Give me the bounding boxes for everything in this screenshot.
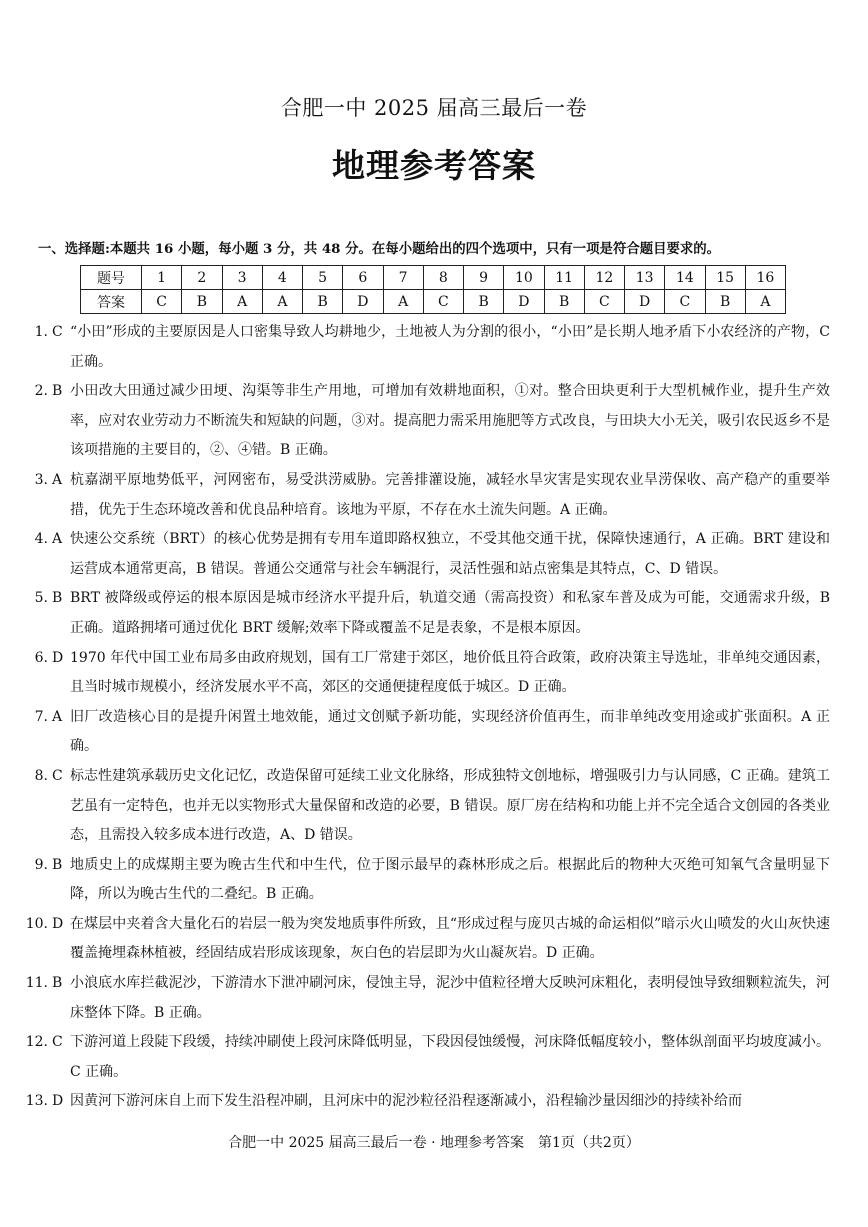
explanation-lead bbox=[20, 584, 70, 614]
explanation-lead bbox=[20, 969, 70, 999]
explanation-text: “小田”形成的主要原因是人口密集导致人均耕地少，土地被人为分割的很小，“小田”是长期人地矛盾下小农经济的产物，C 正确。 bbox=[70, 324, 830, 370]
explanation-text: 旧厂改造核心目的是提升闲置土地效能，通过文创赋予新功能，实现经济价值再生，而非单纯改变用途或扩张面积。A 正确。 bbox=[70, 708, 830, 755]
question-number-cell: 12 bbox=[584, 266, 624, 290]
answer-table-answer-row bbox=[81, 290, 786, 314]
question-number-cell: 6 bbox=[343, 266, 383, 290]
question-number-cell: 4 bbox=[262, 266, 302, 290]
explanation-lead bbox=[20, 318, 70, 348]
explanation-text: 小田改大田通过减少田埂、沟渠等非生产用地，可增加有效耕地面积，①对。整合田块更利于大型机械作业，提升生产效率，应对农业劳动力不断流失和短缺的问题，③对。提高肥力需采用施肥等方式改良，与田块大小无关，吸引农民返乡不是该项措施的主要目的，②、④错。B 正确。 bbox=[70, 383, 830, 459]
explanation-text: BRT 被降级或停运的根本原因是城市经济水平提升后，轨道交通（需高投资）和私家车普及成为可能，交通需求升级，B 正确。道路拥堵可通过优化 BRT 缓解;效率下降或覆盖不足是表象，不是根本原因。 bbox=[70, 590, 830, 636]
answer-cell: C bbox=[142, 290, 182, 314]
explanation-item bbox=[25, 1028, 830, 1087]
explanation-lead bbox=[20, 377, 70, 407]
question-number-cell: 14 bbox=[665, 266, 705, 290]
question-number: 11. bbox=[25, 975, 48, 992]
explanation-lead bbox=[20, 703, 70, 733]
explanation-lead bbox=[20, 762, 70, 792]
explanation-text: 在煤层中夹着含大量化石的岩层一般为突发地质事件所致，且“形成过程与庞贝古城的命运相似”暗示火山喷发的火山灰快速覆盖掩埋森林植被，经固结成岩形成该现象，灰白色的岩层即为火山凝灰岩。D 正确。 bbox=[70, 915, 830, 962]
question-number-cell: 5 bbox=[303, 266, 343, 290]
question-number: 12. bbox=[25, 1034, 48, 1051]
answer-cell: A bbox=[222, 290, 262, 314]
row-label-answer: 答案 bbox=[81, 290, 142, 314]
answer-cell: C bbox=[423, 290, 463, 314]
explanation-list bbox=[0, 318, 868, 1117]
answer-letter: A bbox=[52, 708, 63, 725]
explanation-lead bbox=[20, 851, 70, 881]
explanation-item bbox=[34, 703, 830, 762]
exam-subtitle: 合肥一中 2025 届高三最后一卷 bbox=[280, 96, 588, 120]
answer-letter: C bbox=[52, 767, 63, 784]
explanation-item bbox=[34, 644, 830, 703]
explanation-item bbox=[34, 851, 830, 910]
answer-table-number-row bbox=[81, 266, 786, 290]
answer-cell: C bbox=[584, 290, 624, 314]
explanation-item bbox=[34, 584, 830, 643]
explanation-item bbox=[34, 318, 830, 377]
question-number: 3. bbox=[34, 471, 48, 488]
answer-cell: B bbox=[182, 290, 222, 314]
explanation-text: 1970 年代中国工业布局多由政府规划，国有工厂常建于郊区，地价低且符合政策，政府决策主导选址，非单纯交通因素，且当时城市规模小，经济发展水平不高，郊区的交通便捷程度低于城区。D 正确。 bbox=[70, 649, 830, 696]
answer-cell: A bbox=[383, 290, 423, 314]
answer-cell: C bbox=[665, 290, 705, 314]
answer-letter: D bbox=[52, 915, 64, 932]
question-number-cell: 10 bbox=[504, 266, 544, 290]
row-label-number: 题号 bbox=[81, 266, 142, 290]
answer-cell: B bbox=[303, 290, 343, 314]
page-footer: 合肥一中 2025 届高三最后一卷 · 地理参考答案 第1页（共2页） bbox=[228, 1135, 640, 1151]
question-number: 13. bbox=[25, 1093, 48, 1110]
question-number: 7. bbox=[34, 708, 48, 725]
explanation-lead bbox=[20, 525, 70, 555]
question-number: 6. bbox=[34, 649, 48, 666]
answer-letter: B bbox=[52, 975, 63, 992]
question-number-cell: 2 bbox=[182, 266, 222, 290]
answer-cell: B bbox=[464, 290, 504, 314]
answer-letter: B bbox=[52, 383, 63, 400]
question-number: 8. bbox=[34, 767, 48, 784]
explanation-item bbox=[25, 1087, 830, 1117]
explanation-text: 地质史上的成煤期主要为晚古生代和中生代，位于图示最早的森林形成之后。根据此后的物种大灭绝可知氧气含量明显下降，所以为晚古生代的二叠纪。B 正确。 bbox=[70, 856, 830, 903]
answer-cell: B bbox=[705, 290, 745, 314]
question-number-cell: 8 bbox=[423, 266, 463, 290]
answer-table bbox=[80, 265, 786, 314]
question-number: 10. bbox=[25, 915, 48, 932]
explanation-text: 杭嘉湖平原地势低平，河网密布，易受洪涝威胁。完善排灌设施，减轻水旱灾害是实现农业旱涝保收、高产稳产的重要举措，优先于生态环境改善和优良品种培育。该地为平原，不存在水土流失问题。A 正确。 bbox=[70, 471, 830, 518]
answer-cell: D bbox=[625, 290, 665, 314]
answer-letter: D bbox=[52, 649, 64, 666]
question-number: 2. bbox=[34, 383, 48, 400]
question-number-cell: 16 bbox=[745, 266, 785, 290]
explanation-text: 因黄河下游河床自上而下发生沿程冲刷，且河床中的泥沙粒径沿程逐渐减小，沿程输沙量因细沙的持续补给而 bbox=[70, 1093, 742, 1110]
question-number-cell: 9 bbox=[464, 266, 504, 290]
explanation-item bbox=[34, 525, 830, 584]
explanation-item bbox=[34, 377, 830, 466]
explanation-text: 标志性建筑承载历史文化记忆，改造保留可延续工业文化脉络，形成独特文创地标，增强吸引力与认同感，C 正确。建筑工艺虽有一定特色，也并无以实物形式大量保留和改造的必要，B 错误。原厂房在结构和功能上并不完全适合文创园的各类业态，且需投入较多成本进行改造，A、D 错误。 bbox=[70, 767, 830, 844]
explanation-text: 下游河道上段陡下段缓，持续冲刷使上段河床降低明显，下段因侵蚀缓慢，河床降低幅度较小，整体纵剖面平均坡度减小。C 正确。 bbox=[70, 1034, 830, 1080]
answer-letter: C bbox=[52, 1034, 63, 1051]
question-number: 5. bbox=[34, 590, 48, 607]
explanation-lead bbox=[20, 910, 70, 940]
explanation-item bbox=[34, 762, 830, 851]
explanation-item bbox=[34, 466, 830, 525]
section-heading: 一、选择题:本题共 16 小题，每小题 3 分，共 48 分。在每小题给出的四个选项中，只有一项是符合题目要求的。 bbox=[38, 241, 721, 257]
answer-cell: A bbox=[262, 290, 302, 314]
question-number: 9. bbox=[34, 856, 48, 873]
explanation-lead bbox=[20, 1087, 70, 1117]
answer-cell: D bbox=[343, 290, 383, 314]
explanation-item bbox=[25, 910, 830, 969]
question-number-cell: 11 bbox=[544, 266, 584, 290]
answer-letter: B bbox=[52, 590, 63, 607]
question-number-cell: 13 bbox=[625, 266, 665, 290]
page-title: 地理参考答案 bbox=[332, 146, 536, 185]
answer-cell: D bbox=[504, 290, 544, 314]
answer-cell: A bbox=[745, 290, 785, 314]
explanation-text: 小浪底水库拦截泥沙，下游清水下泄冲刷河床，侵蚀主导，泥沙中值粒径增大反映河床粗化，表明侵蚀导致细颗粒流失，河床整体下降。B 正确。 bbox=[70, 975, 830, 1021]
question-number-cell: 7 bbox=[383, 266, 423, 290]
answer-cell: B bbox=[544, 290, 584, 314]
explanation-lead bbox=[20, 466, 70, 496]
question-number-cell: 3 bbox=[222, 266, 262, 290]
question-number: 1. bbox=[34, 324, 48, 340]
explanation-item bbox=[25, 969, 830, 1028]
explanation-lead bbox=[20, 1028, 70, 1058]
question-number-cell: 1 bbox=[142, 266, 182, 290]
answer-letter: D bbox=[52, 1093, 64, 1110]
question-number-cell: 15 bbox=[705, 266, 745, 290]
answer-letter: C bbox=[52, 324, 63, 340]
answer-letter: B bbox=[52, 856, 63, 873]
explanation-text: 快速公交系统（BRT）的核心优势是拥有专用车道即路权独立，不受其他交通干扰，保障快速通行，A 正确。BRT 建设和运营成本通常更高，B 错误。普通公交通常与社会车辆混行，灵活性强和站点密集是其特点，C、D 错误。 bbox=[70, 531, 830, 577]
question-number: 4. bbox=[34, 531, 48, 548]
answer-letter: A bbox=[52, 471, 63, 488]
explanation-lead bbox=[20, 644, 70, 674]
answer-letter: A bbox=[52, 531, 63, 548]
